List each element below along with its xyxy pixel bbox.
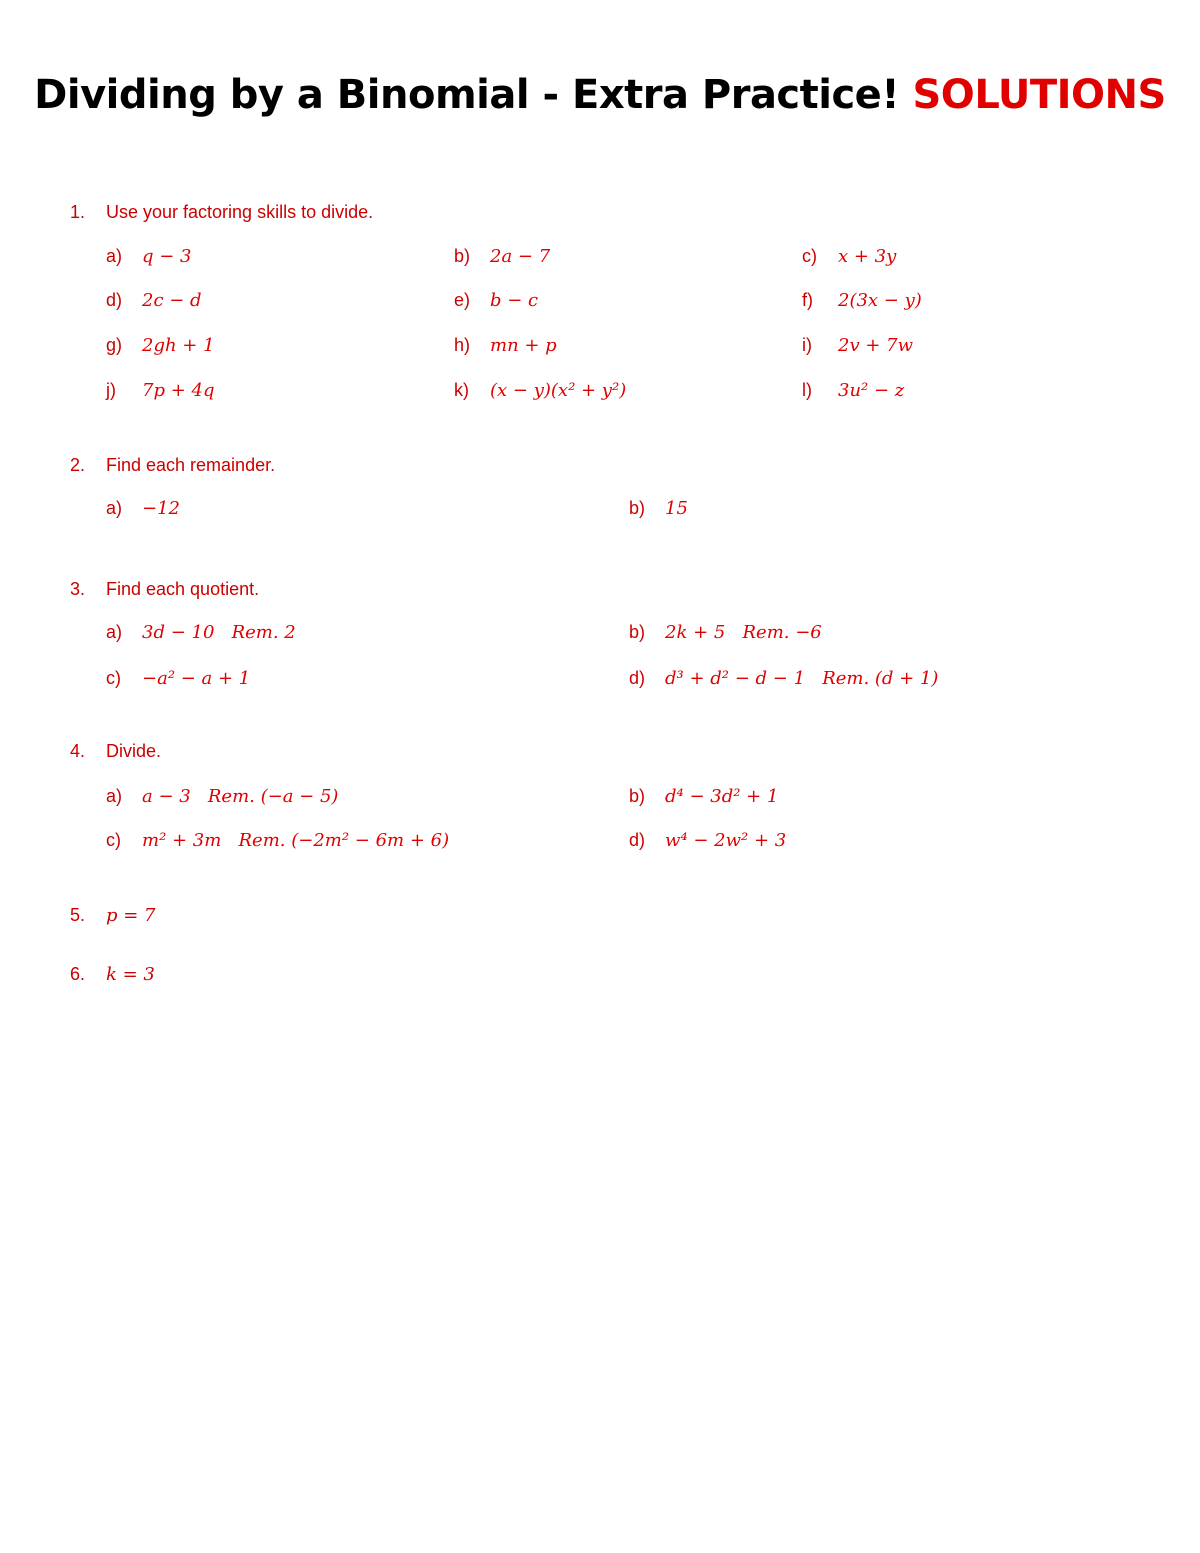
answer-1a [106,246,192,267]
answer-value: x + 3y [838,246,897,267]
answer-value: d⁴ − 3d² + 1 [665,786,779,807]
answer-3a [106,622,296,643]
answer-3b [629,622,822,643]
answer-4a [106,786,338,807]
question-number: 6. [70,964,86,984]
answer-label: c) [802,246,817,266]
answer-value: 7p + 4q [142,380,215,401]
answer-label: d) [106,290,123,310]
answer-label: c) [106,830,121,850]
question-2 [70,455,670,479]
answer-label: h) [454,335,471,355]
answer-1j [106,380,214,401]
question-6 [70,964,470,988]
answer-value: b − c [490,290,539,311]
answer-label: b) [629,622,646,642]
answer-label: l) [802,380,812,400]
answer-3d [629,668,938,689]
answer-value: k = 3 [106,964,155,985]
answer-4d [629,830,786,851]
question-prompt: Use your factoring skills to divide. [106,202,374,222]
answer-2b [629,498,688,519]
title-solutions: SOLUTIONS [912,72,1166,118]
answer-value: 2c − d [142,290,202,311]
answer-1h [454,335,557,356]
answer-label: a) [106,498,123,518]
page-title [0,72,1200,118]
answer-label: a) [106,786,123,806]
question-prompt: Find each quotient. [106,579,260,599]
answer-value: 2a − 7 [490,246,551,267]
answer-value: q − 3 [142,246,192,267]
answer-label: c) [106,668,121,688]
answer-1g [106,335,215,356]
answer-label: k) [454,380,469,400]
question-number: 3. [70,579,86,599]
answer-3c [106,668,250,689]
question-number: 5. [70,905,86,925]
answer-4c [106,830,449,851]
answer-label: d) [629,668,646,688]
answer-label: b) [454,246,471,266]
question-number: 4. [70,741,86,761]
answer-value: 3u² − z [838,380,905,401]
answer-label: f) [802,290,813,310]
question-number: 1. [70,202,86,222]
question-prompt: Divide. [106,741,162,761]
answer-label: a) [106,246,123,266]
answer-1f [802,290,922,311]
question-1 [70,202,670,226]
answer-label: g) [106,335,123,355]
question-prompt: Find each remainder. [106,455,276,475]
answer-value: d³ + d² − d − 1 Rem. (d + 1) [665,668,939,689]
answer-value: −12 [142,498,180,519]
answer-value: a − 3 Rem. (−a − 5) [142,786,339,807]
answer-value: m² + 3m Rem. (−2m² − 6m + 6) [142,830,450,851]
answer-value: 2gh + 1 [142,335,215,356]
question-4 [70,741,670,765]
question-number: 2. [70,455,86,475]
answer-label: j) [106,380,116,400]
answer-value: 3d − 10 Rem. 2 [142,622,296,643]
answer-label: b) [629,786,646,806]
answer-value: (x − y)(x² + y²) [490,380,627,401]
answer-1e [454,290,538,311]
answer-label: d) [629,830,646,850]
answer-value: 2v + 7w [838,335,914,356]
answer-value: mn + p [490,335,557,356]
answer-value: −a² − a + 1 [142,668,251,689]
answer-1k [454,380,626,401]
answer-value: 15 [665,498,688,519]
answer-label: a) [106,622,123,642]
answer-2a [106,498,180,519]
answer-value: 2(3x − y) [838,290,922,311]
answer-value: p = 7 [106,905,156,926]
answer-label: e) [454,290,471,310]
answer-label: b) [629,498,646,518]
title-main: Dividing by a Binomial - Extra Practice! [34,72,900,118]
answer-1c [802,246,896,267]
answer-value: 2k + 5 Rem. −6 [665,622,822,643]
answer-label: i) [802,335,812,355]
question-5 [70,905,470,929]
answer-1b [454,246,550,267]
answer-1i [802,335,913,356]
question-3 [70,579,670,603]
answer-1d [106,290,202,311]
answer-1l [802,380,904,401]
answer-value: w⁴ − 2w² + 3 [665,830,787,851]
answer-4b [629,786,778,807]
